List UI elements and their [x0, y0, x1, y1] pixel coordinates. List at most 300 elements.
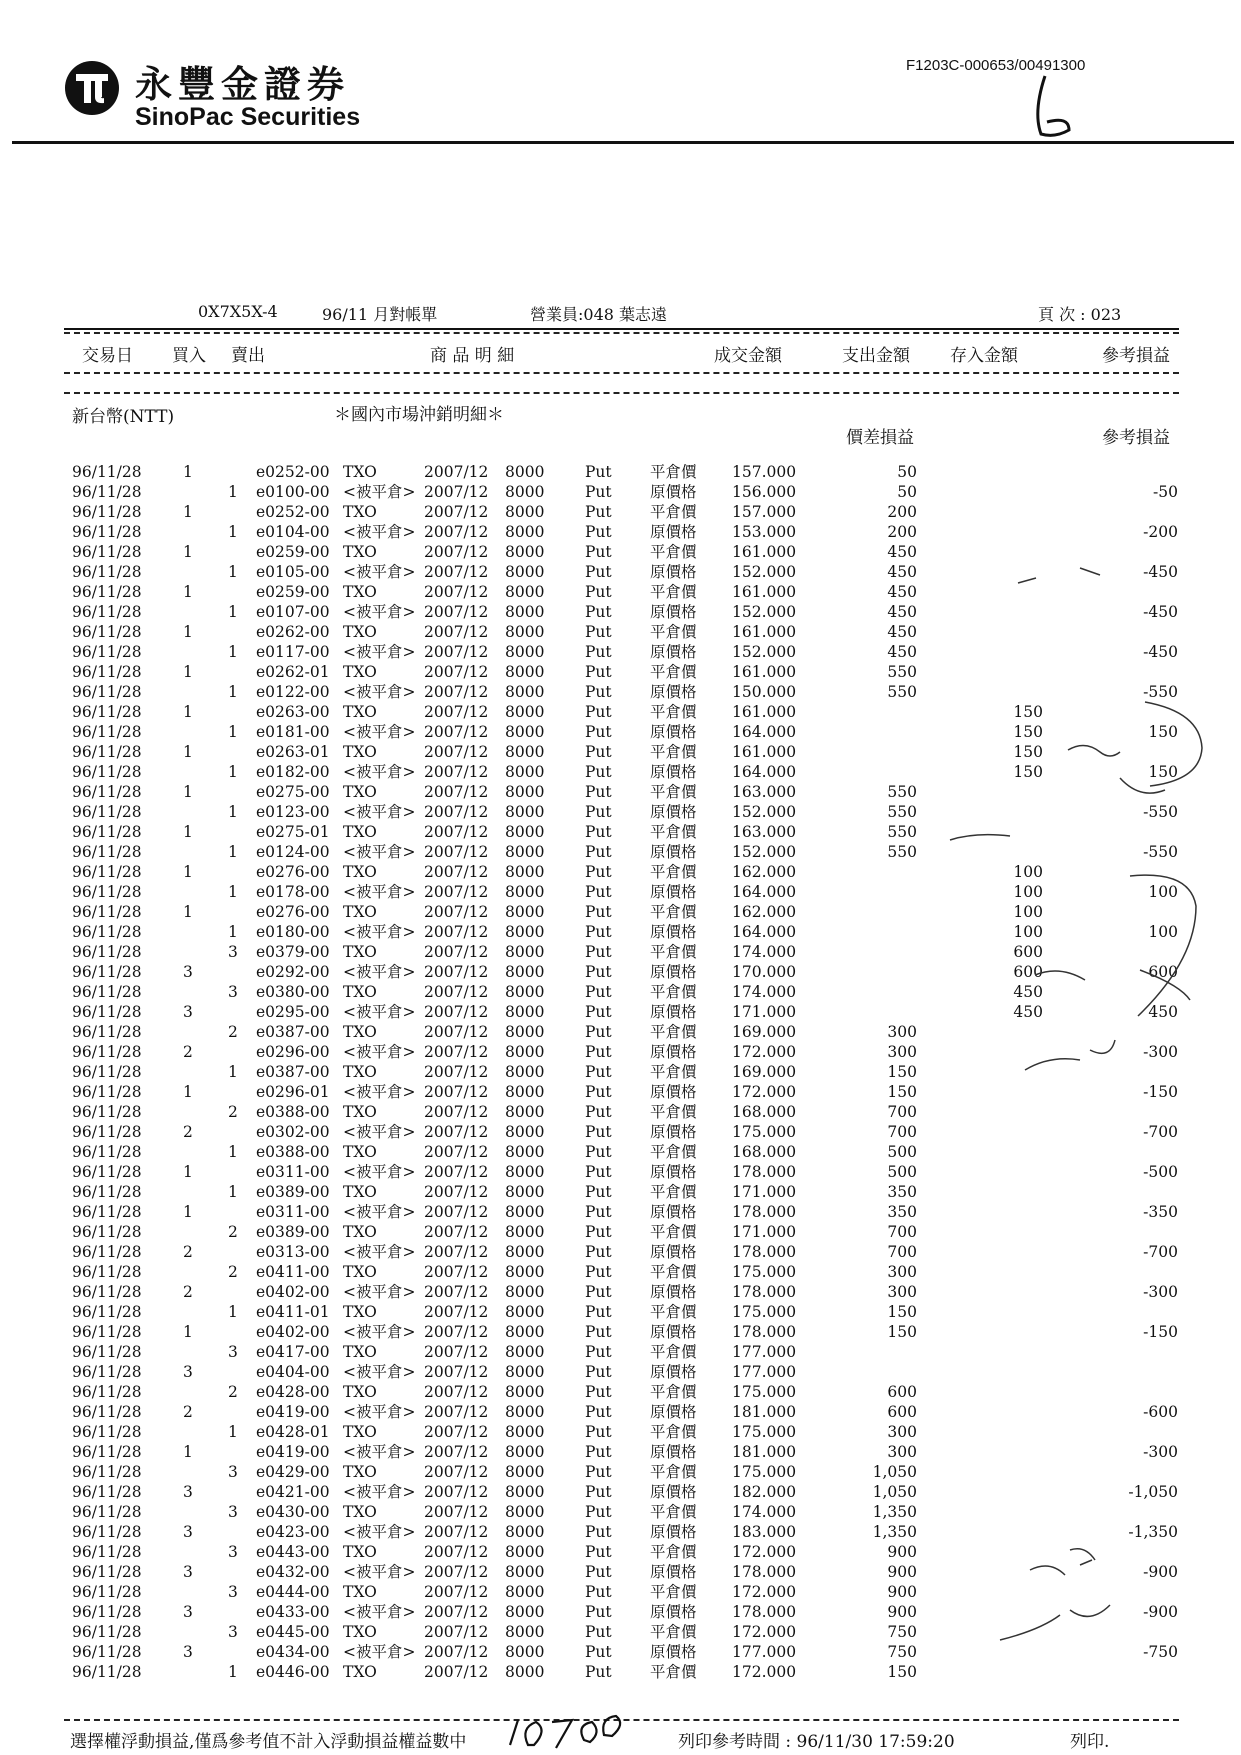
col-header-amount: 成交金額 [714, 346, 782, 366]
cell-prod: TXO [343, 1543, 377, 1561]
cell-strike: 8000 [505, 1243, 545, 1261]
cell-prod: <被平倉> [343, 1083, 416, 1101]
cell-month: 2007/12 [424, 1503, 489, 1521]
cell-diff: 750 [887, 1623, 917, 1641]
cell-prod: TXO [343, 1023, 377, 1041]
cell-diff: 500 [887, 1163, 917, 1181]
col-header-ref: 參考損益 [1102, 346, 1170, 366]
cell-code: e0100-00 [256, 483, 330, 501]
cell-diff: 450 [887, 563, 917, 581]
cell-type: Put [585, 783, 612, 801]
table-row [0, 1242, 1241, 1262]
cell-ref: -550 [1143, 803, 1178, 821]
cell-prod: <被平倉> [343, 1363, 416, 1381]
cell-price: 150.000 [732, 683, 797, 701]
cell-dep: 100 [1013, 863, 1043, 881]
cell-prod: TXO [343, 1343, 377, 1361]
cell-pt: 原價格 [650, 723, 697, 741]
cell-sell: 2 [228, 1103, 238, 1121]
cell-date: 96/11/28 [72, 1083, 142, 1101]
cell-month: 2007/12 [424, 683, 489, 701]
cell-month: 2007/12 [424, 823, 489, 841]
cell-month: 2007/12 [424, 1643, 489, 1661]
cell-buy: 3 [183, 1003, 193, 1021]
cell-diff: 700 [887, 1223, 917, 1241]
table-row [0, 1442, 1241, 1462]
cell-strike: 8000 [505, 803, 545, 821]
cell-ref: -150 [1143, 1083, 1178, 1101]
cell-code: e0262-01 [256, 663, 330, 681]
cell-sell: 3 [228, 1503, 238, 1521]
cell-buy: 1 [183, 503, 193, 521]
cell-month: 2007/12 [424, 1403, 489, 1421]
cell-date: 96/11/28 [72, 723, 142, 741]
cell-code: e0313-00 [256, 1243, 330, 1261]
cell-month: 2007/12 [424, 643, 489, 661]
cell-pt: 原價格 [650, 1483, 697, 1501]
cell-month: 2007/12 [424, 1623, 489, 1641]
table-row [0, 462, 1241, 482]
table-row [0, 1062, 1241, 1082]
cell-code: e0302-00 [256, 1123, 330, 1141]
cell-buy: 1 [183, 1083, 193, 1101]
cell-ref: -700 [1143, 1123, 1178, 1141]
table-row [0, 502, 1241, 522]
cell-buy: 1 [183, 623, 193, 641]
cell-sell: 3 [228, 1583, 238, 1601]
cell-strike: 8000 [505, 1143, 545, 1161]
cell-pt: 原價格 [650, 963, 697, 981]
cell-code: e0430-00 [256, 1503, 330, 1521]
cell-buy: 3 [183, 1643, 193, 1661]
cell-date: 96/11/28 [72, 1563, 142, 1581]
cell-prod: TXO [343, 623, 377, 641]
cell-pt: 平倉價 [650, 903, 697, 921]
cell-type: Put [585, 823, 612, 841]
cell-month: 2007/12 [424, 1223, 489, 1241]
cell-strike: 8000 [505, 663, 545, 681]
table-row [0, 1002, 1241, 1022]
cell-diff: 900 [887, 1563, 917, 1581]
cell-ref: -200 [1143, 523, 1178, 541]
cell-diff: 1,350 [872, 1523, 917, 1541]
cell-strike: 8000 [505, 603, 545, 621]
cell-buy: 1 [183, 783, 193, 801]
cell-price: 161.000 [732, 743, 797, 761]
cell-buy: 1 [183, 1203, 193, 1221]
table-row [0, 922, 1241, 942]
cell-ref: -300 [1143, 1443, 1178, 1461]
cell-type: Put [585, 543, 612, 561]
cell-price: 164.000 [732, 923, 797, 941]
cell-code: e0446-00 [256, 1663, 330, 1681]
cell-code: e0402-00 [256, 1283, 330, 1301]
cell-date: 96/11/28 [72, 1403, 142, 1421]
table-row [0, 722, 1241, 742]
cell-price: 168.000 [732, 1103, 797, 1121]
table-row [0, 962, 1241, 982]
cell-date: 96/11/28 [72, 923, 142, 941]
cell-diff: 600 [887, 1383, 917, 1401]
cell-type: Put [585, 983, 612, 1001]
cell-month: 2007/12 [424, 1603, 489, 1621]
cell-sell: 3 [228, 1543, 238, 1561]
cell-date: 96/11/28 [72, 1123, 142, 1141]
cell-type: Put [585, 1223, 612, 1241]
table-row [0, 1602, 1241, 1622]
section-title: ＊國內市場沖銷明細＊ [334, 405, 504, 425]
cell-month: 2007/12 [424, 903, 489, 921]
cell-month: 2007/12 [424, 803, 489, 821]
cell-type: Put [585, 1483, 612, 1501]
cell-code: e0311-00 [256, 1203, 330, 1221]
cell-date: 96/11/28 [72, 1583, 142, 1601]
table-row [0, 1402, 1241, 1422]
cell-sell: 1 [228, 1183, 238, 1201]
cell-pt: 平倉價 [650, 783, 697, 801]
cell-code: e0387-00 [256, 1063, 330, 1081]
cell-prod: <被平倉> [343, 723, 416, 741]
cell-prod: <被平倉> [343, 1243, 416, 1261]
cell-dep: 150 [1013, 763, 1043, 781]
cell-price: 177.000 [732, 1343, 797, 1361]
print-label: 列印. [1070, 1732, 1110, 1752]
cell-month: 2007/12 [424, 923, 489, 941]
cell-diff: 700 [887, 1123, 917, 1141]
cell-month: 2007/12 [424, 1483, 489, 1501]
cell-pt: 原價格 [650, 483, 697, 501]
table-row [0, 1482, 1241, 1502]
cell-code: e0263-00 [256, 703, 330, 721]
cell-prod: TXO [343, 503, 377, 521]
cell-month: 2007/12 [424, 1123, 489, 1141]
cell-code: e0419-00 [256, 1443, 330, 1461]
cell-month: 2007/12 [424, 1323, 489, 1341]
cell-pt: 原價格 [650, 843, 697, 861]
cell-sell: 1 [228, 523, 238, 541]
cell-ref: 100 [1148, 883, 1178, 901]
cell-pt: 平倉價 [650, 1423, 697, 1441]
cell-diff: 900 [887, 1583, 917, 1601]
cell-type: Put [585, 1303, 612, 1321]
cell-diff: 300 [887, 1023, 917, 1041]
cell-strike: 8000 [505, 583, 545, 601]
cell-date: 96/11/28 [72, 1003, 142, 1021]
cell-diff: 550 [887, 683, 917, 701]
cell-prod: <被平倉> [343, 1523, 416, 1541]
cell-strike: 8000 [505, 1183, 545, 1201]
table-row [0, 562, 1241, 582]
table-row [0, 1142, 1241, 1162]
cell-prod: TXO [343, 703, 377, 721]
cell-type: Put [585, 943, 612, 961]
cell-strike: 8000 [505, 1603, 545, 1621]
cell-month: 2007/12 [424, 1363, 489, 1381]
cell-strike: 8000 [505, 563, 545, 581]
header-rule-top [64, 328, 1179, 330]
table-row [0, 882, 1241, 902]
cell-month: 2007/12 [424, 1383, 489, 1401]
cell-price: 175.000 [732, 1263, 797, 1281]
cell-sell: 1 [228, 883, 238, 901]
table-row [0, 1202, 1241, 1222]
cell-code: e0263-01 [256, 743, 330, 761]
cell-pt: 原價格 [650, 1043, 697, 1061]
table-row [0, 1362, 1241, 1382]
cell-code: e0380-00 [256, 983, 330, 1001]
cell-strike: 8000 [505, 543, 545, 561]
col-header-ref-2: 參考損益 [1102, 428, 1170, 448]
cell-strike: 8000 [505, 1623, 545, 1641]
cell-price: 178.000 [732, 1243, 797, 1261]
cell-month: 2007/12 [424, 1083, 489, 1101]
cell-ref: -550 [1143, 683, 1178, 701]
table-row [0, 1222, 1241, 1242]
cell-type: Put [585, 1343, 612, 1361]
cell-prod: <被平倉> [343, 1603, 416, 1621]
cell-price: 164.000 [732, 723, 797, 741]
cell-code: e0275-00 [256, 783, 330, 801]
cell-strike: 8000 [505, 1123, 545, 1141]
cell-pt: 原價格 [650, 683, 697, 701]
cell-type: Put [585, 763, 612, 781]
cell-type: Put [585, 1423, 612, 1441]
table-row [0, 982, 1241, 1002]
table-row [0, 1102, 1241, 1122]
cell-type: Put [585, 703, 612, 721]
cell-pt: 平倉價 [650, 1383, 697, 1401]
cell-price: 172.000 [732, 1083, 797, 1101]
cell-prod: TXO [343, 1103, 377, 1121]
cell-pt: 平倉價 [650, 1063, 697, 1081]
cell-pt: 平倉價 [650, 1223, 697, 1241]
cell-date: 96/11/28 [72, 1023, 142, 1041]
cell-prod: <被平倉> [343, 643, 416, 661]
cell-pt: 平倉價 [650, 1583, 697, 1601]
cell-price: 169.000 [732, 1063, 797, 1081]
cell-pt: 平倉價 [650, 1343, 697, 1361]
cell-diff: 150 [887, 1663, 917, 1681]
cell-prod: TXO [343, 1143, 377, 1161]
cell-date: 96/11/28 [72, 623, 142, 641]
header-rule-dash [64, 332, 1179, 334]
cell-pt: 原價格 [650, 1323, 697, 1341]
cell-type: Put [585, 963, 612, 981]
cell-code: e0105-00 [256, 563, 330, 581]
cell-type: Put [585, 1183, 612, 1201]
cell-prod: TXO [343, 1223, 377, 1241]
cell-prod: <被平倉> [343, 1563, 416, 1581]
cell-buy: 3 [183, 1603, 193, 1621]
cell-price: 172.000 [732, 1583, 797, 1601]
cell-buy: 3 [183, 963, 193, 981]
cell-prod: <被平倉> [343, 803, 416, 821]
cell-prod: <被平倉> [343, 603, 416, 621]
cell-price: 153.000 [732, 523, 797, 541]
cell-pt: 原價格 [650, 1363, 697, 1381]
cell-strike: 8000 [505, 1403, 545, 1421]
cell-strike: 8000 [505, 843, 545, 861]
cell-prod: TXO [343, 543, 377, 561]
cell-pt: 平倉價 [650, 1503, 697, 1521]
cell-type: Put [585, 803, 612, 821]
cell-code: e0417-00 [256, 1343, 330, 1361]
cell-diff: 550 [887, 803, 917, 821]
cell-code: e0124-00 [256, 843, 330, 861]
cell-month: 2007/12 [424, 603, 489, 621]
cell-month: 2007/12 [424, 1003, 489, 1021]
table-row [0, 682, 1241, 702]
cell-price: 161.000 [732, 623, 797, 641]
cell-pt: 平倉價 [650, 1543, 697, 1561]
cell-month: 2007/12 [424, 1543, 489, 1561]
cell-pt: 原價格 [650, 1523, 697, 1541]
cell-price: 152.000 [732, 803, 797, 821]
cell-prod: TXO [343, 823, 377, 841]
cell-code: e0117-00 [256, 643, 330, 661]
table-row [0, 1122, 1241, 1142]
cell-prod: TXO [343, 903, 377, 921]
cell-strike: 8000 [505, 1383, 545, 1401]
cell-price: 178.000 [732, 1563, 797, 1581]
column-header-rule-2 [64, 392, 1179, 394]
cell-prod: <被平倉> [343, 1443, 416, 1461]
cell-prod: <被平倉> [343, 963, 416, 981]
cell-strike: 8000 [505, 1463, 545, 1481]
cell-date: 96/11/28 [72, 563, 142, 581]
cell-pt: 平倉價 [650, 863, 697, 881]
cell-month: 2007/12 [424, 483, 489, 501]
cell-buy: 1 [183, 823, 193, 841]
cell-price: 168.000 [732, 1143, 797, 1161]
cell-price: 163.000 [732, 823, 797, 841]
cell-price: 178.000 [732, 1603, 797, 1621]
cell-date: 96/11/28 [72, 643, 142, 661]
cell-type: Put [585, 523, 612, 541]
cell-sell: 1 [228, 1663, 238, 1681]
cell-date: 96/11/28 [72, 703, 142, 721]
cell-month: 2007/12 [424, 1143, 489, 1161]
cell-strike: 8000 [505, 923, 545, 941]
cell-strike: 8000 [505, 703, 545, 721]
cell-prod: <被平倉> [343, 763, 416, 781]
cell-month: 2007/12 [424, 743, 489, 761]
cell-code: e0181-00 [256, 723, 330, 741]
table-row [0, 1342, 1241, 1362]
table-row [0, 942, 1241, 962]
cell-pt: 原價格 [650, 1443, 697, 1461]
cell-date: 96/11/28 [72, 463, 142, 481]
cell-diff: 50 [897, 483, 917, 501]
cell-price: 161.000 [732, 703, 797, 721]
cell-strike: 8000 [505, 1063, 545, 1081]
cell-diff: 150 [887, 1063, 917, 1081]
cell-strike: 8000 [505, 1343, 545, 1361]
cell-price: 161.000 [732, 543, 797, 561]
table-row [0, 1262, 1241, 1282]
cell-type: Put [585, 1203, 612, 1221]
cell-buy: 1 [183, 863, 193, 881]
cell-date: 96/11/28 [72, 523, 142, 541]
cell-strike: 8000 [505, 1003, 545, 1021]
cell-pt: 原價格 [650, 883, 697, 901]
cell-code: e0411-01 [256, 1303, 330, 1321]
cell-pt: 原價格 [650, 1203, 697, 1221]
table-row [0, 1162, 1241, 1182]
cell-code: e0428-00 [256, 1383, 330, 1401]
cell-strike: 8000 [505, 1043, 545, 1061]
cell-diff: 550 [887, 843, 917, 861]
cell-price: 175.000 [732, 1383, 797, 1401]
cell-price: 161.000 [732, 583, 797, 601]
table-row [0, 1322, 1241, 1342]
cell-strike: 8000 [505, 1483, 545, 1501]
cell-strike: 8000 [505, 1263, 545, 1281]
cell-date: 96/11/28 [72, 1143, 142, 1161]
cell-month: 2007/12 [424, 1183, 489, 1201]
cell-ref: 100 [1148, 923, 1178, 941]
cell-code: e0252-00 [256, 463, 330, 481]
cell-month: 2007/12 [424, 783, 489, 801]
cell-price: 152.000 [732, 603, 797, 621]
cell-sell: 1 [228, 1143, 238, 1161]
cell-prod: TXO [343, 943, 377, 961]
cell-code: e0259-00 [256, 583, 330, 601]
cell-month: 2007/12 [424, 623, 489, 641]
cell-diff: 750 [887, 1643, 917, 1661]
col-header-date: 交易日 [82, 346, 133, 366]
cell-prod: <被平倉> [343, 563, 416, 581]
col-header-buy: 買入 [172, 346, 206, 366]
cell-sell: 3 [228, 1343, 238, 1361]
cell-strike: 8000 [505, 1083, 545, 1101]
cell-month: 2007/12 [424, 583, 489, 601]
handwritten-page-number [1025, 72, 1085, 142]
cell-type: Put [585, 1243, 612, 1261]
cell-price: 181.000 [732, 1443, 797, 1461]
cell-pt: 平倉價 [650, 583, 697, 601]
cell-prod: TXO [343, 1583, 377, 1601]
cell-type: Put [585, 1563, 612, 1581]
cell-date: 96/11/28 [72, 1223, 142, 1241]
cell-strike: 8000 [505, 1443, 545, 1461]
cell-strike: 8000 [505, 1283, 545, 1301]
table-row [0, 1502, 1241, 1522]
cell-price: 174.000 [732, 1503, 797, 1521]
cell-prod: <被平倉> [343, 1323, 416, 1341]
cell-pt: 平倉價 [650, 543, 697, 561]
cell-type: Put [585, 1283, 612, 1301]
cell-pt: 原價格 [650, 763, 697, 781]
cell-code: e0419-00 [256, 1403, 330, 1421]
cell-prod: <被平倉> [343, 1163, 416, 1181]
salesperson: 營業員:048 葉志遠 [530, 305, 668, 324]
cell-diff: 350 [887, 1203, 917, 1221]
table-row [0, 1642, 1241, 1662]
cell-month: 2007/12 [424, 1463, 489, 1481]
cell-type: Put [585, 563, 612, 581]
cell-date: 96/11/28 [72, 603, 142, 621]
cell-type: Put [585, 1123, 612, 1141]
cell-date: 96/11/28 [72, 663, 142, 681]
cell-strike: 8000 [505, 863, 545, 881]
cell-date: 96/11/28 [72, 743, 142, 761]
cell-ref: -900 [1143, 1603, 1178, 1621]
cell-pt: 原價格 [650, 523, 697, 541]
cell-pt: 原價格 [650, 563, 697, 581]
cell-diff: 150 [887, 1083, 917, 1101]
cell-diff: 1,050 [872, 1463, 917, 1481]
